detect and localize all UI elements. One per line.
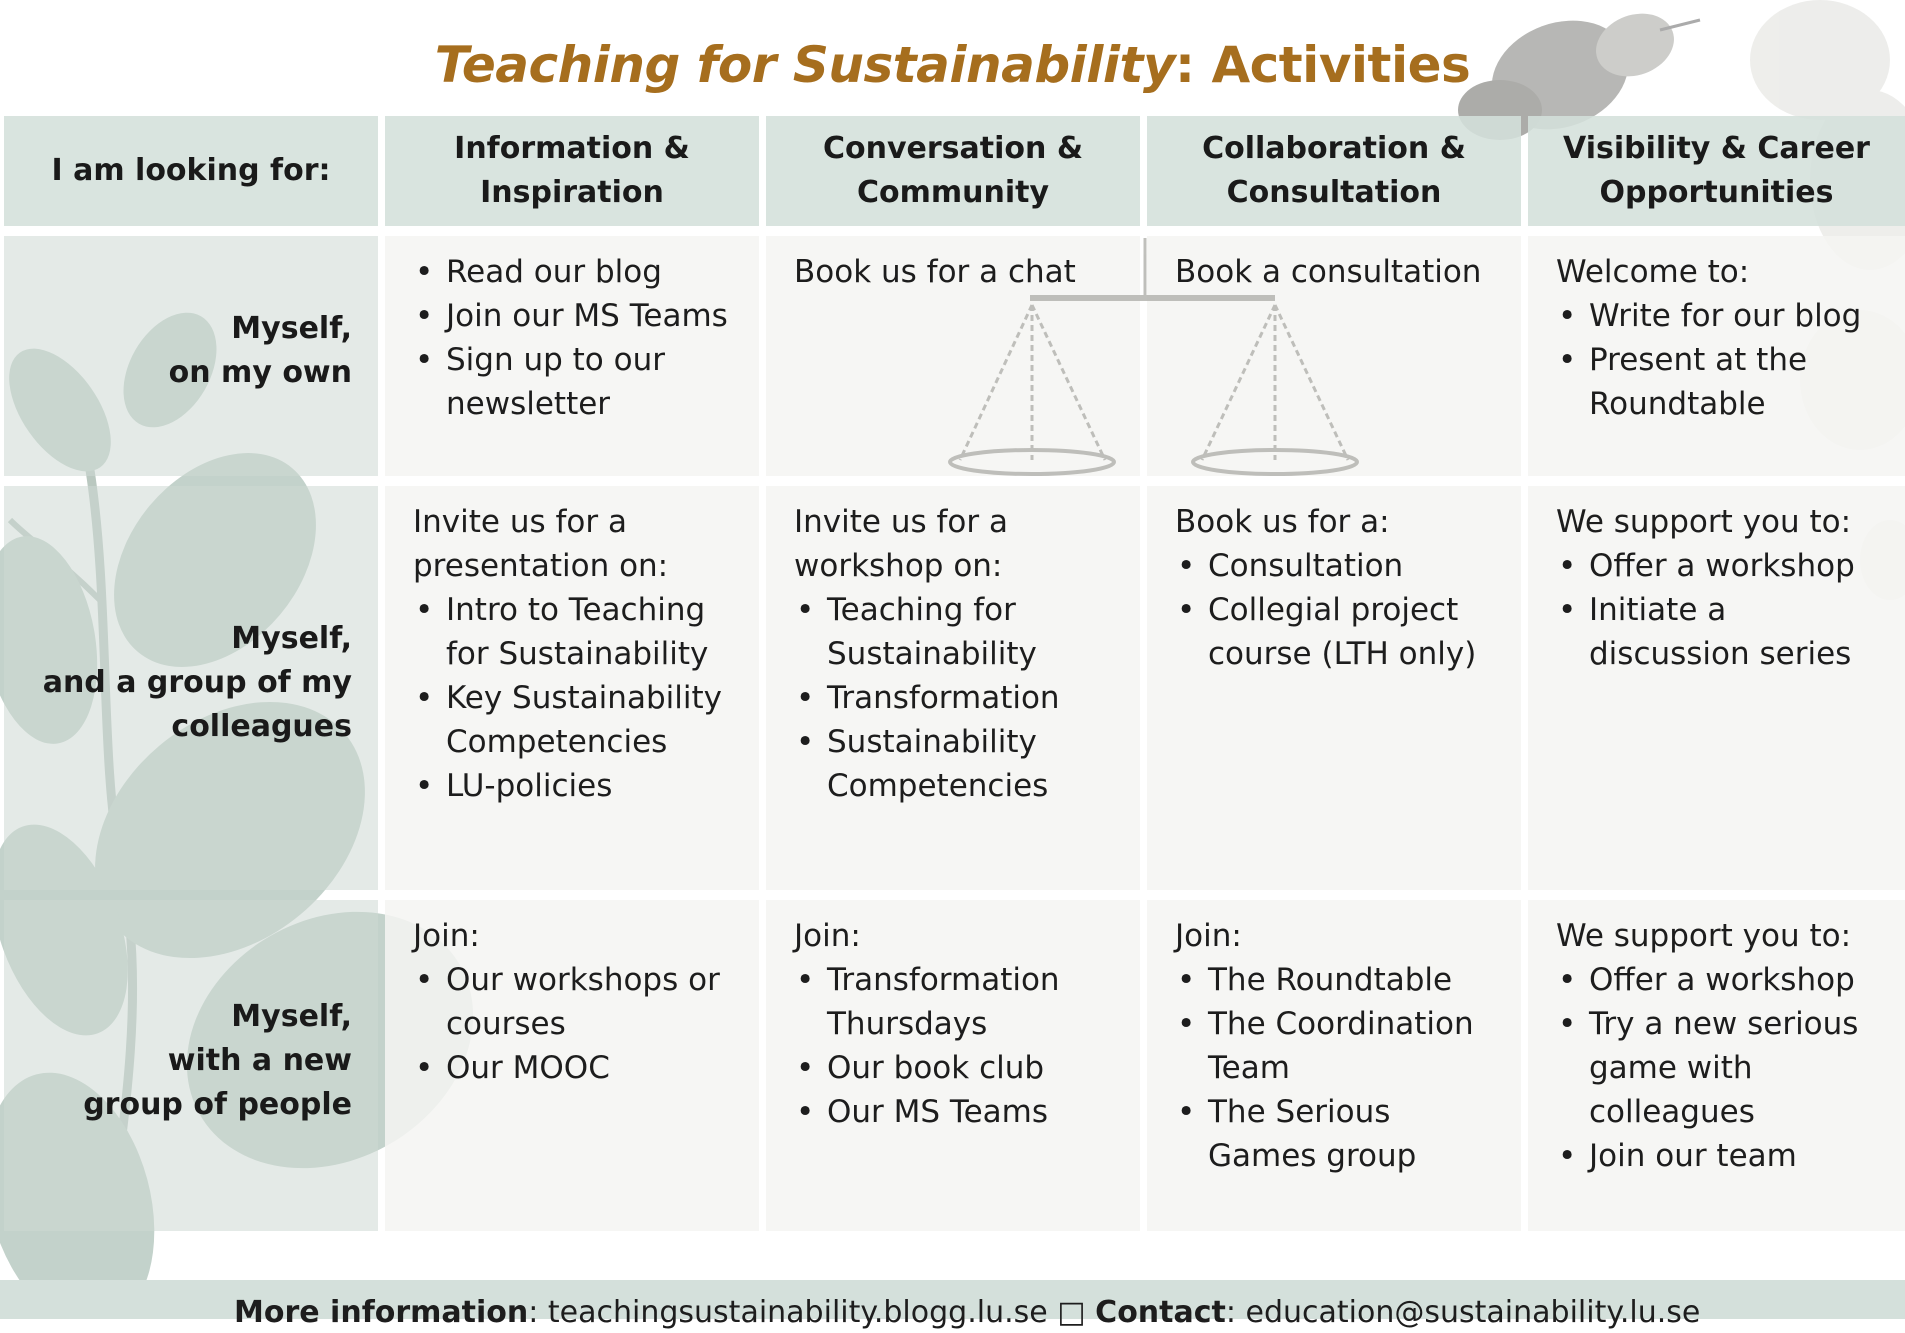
- list-item: • The Serious Games group: [1175, 1090, 1507, 1178]
- list-item: • Consultation: [1175, 544, 1507, 588]
- header-col-4: [1528, 116, 1905, 226]
- row-label-2-line-1: Myself,: [231, 621, 352, 656]
- title-italic: Teaching for Sustainability: [434, 36, 1176, 94]
- list-item: • Key Sustainability Competencies: [413, 676, 745, 764]
- list-item: • Sustainability Competencies: [794, 720, 1126, 808]
- list-item: • Collegial project course (LTH only): [1175, 588, 1507, 676]
- row-label-3-line-1: Myself,: [231, 998, 352, 1034]
- row-label-2-line-3: colleagues: [171, 709, 352, 744]
- header-col-3-line-2: Consultation: [1226, 175, 1442, 210]
- bullet-list: [1556, 544, 1891, 676]
- list-item: • The Coordination Team: [1175, 1002, 1507, 1090]
- cell-intro: Invite us for a: [794, 504, 1008, 540]
- cell-intro: Book a consultation: [1175, 254, 1482, 290]
- cell-r1-c4: [1528, 236, 1905, 476]
- header-col-2-line-2: Community: [856, 175, 1050, 210]
- bullet-list: [1175, 544, 1507, 676]
- list-item: • Offer a workshop: [1556, 544, 1891, 588]
- bullet-list: [1175, 958, 1507, 1178]
- cell-r3-c4: [1528, 900, 1905, 1231]
- header-col-2-line-1: Conversation &: [823, 131, 1083, 166]
- cell-intro: Book us for a:: [1175, 504, 1390, 540]
- header-col-1: [385, 116, 759, 226]
- list-item: • Our MOOC: [413, 1046, 745, 1090]
- bullet-list: [1556, 958, 1891, 1178]
- list-item: • Join our MS Teams: [413, 294, 745, 338]
- cell-intro: Book us for a chat: [794, 254, 1076, 290]
- header-col-2: [766, 116, 1140, 226]
- separator-glyph: □: [1057, 1295, 1086, 1330]
- list-item: • Sign up to our newsletter: [413, 338, 745, 426]
- contact-label: Contact: [1095, 1295, 1226, 1330]
- more-info-label: More information: [234, 1295, 529, 1330]
- list-item: • Intro to Teaching for Sustainability: [413, 588, 745, 676]
- contact-email-link[interactable]: education@sustainability.lu.se: [1245, 1295, 1701, 1330]
- header-col-1-line-2: Inspiration: [480, 175, 664, 210]
- header-col-3: [1147, 116, 1521, 226]
- cell-intro: Welcome to:: [1556, 254, 1750, 290]
- more-info-link[interactable]: teachingsustainability.blogg.lu.se: [547, 1295, 1048, 1330]
- cell-r2-c1: [385, 486, 759, 890]
- list-item: • Initiate a discussion series: [1556, 588, 1891, 676]
- list-item: • Present at the Roundtable: [1556, 338, 1891, 426]
- bullet-list: [413, 250, 745, 426]
- cell-r3-c3: [1147, 900, 1521, 1231]
- list-item: • LU-policies: [413, 764, 745, 808]
- cell-r2-c4: [1528, 486, 1905, 890]
- row-label-1: [4, 236, 378, 476]
- cell-intro: workshop on:: [794, 548, 1003, 584]
- bullet-list: [413, 588, 745, 808]
- list-item: • Offer a workshop: [1556, 958, 1891, 1002]
- row-label-3-line-2: with a new: [167, 1042, 352, 1078]
- cell-intro: Join:: [413, 918, 480, 954]
- list-item: • The Roundtable: [1175, 958, 1507, 1002]
- bullet-list: [1556, 294, 1891, 426]
- header-col-4-line-2: Opportunities: [1599, 175, 1834, 210]
- cell-intro: We support you to:: [1556, 504, 1852, 540]
- cell-intro: We support you to:: [1556, 918, 1852, 954]
- cell-intro: Invite us for a: [413, 504, 627, 540]
- footer-info: More information: teachingsustainability.blogg.lu.se □ Contact: education@sustainability.lu.se: [234, 1295, 1701, 1330]
- row-label-1-line-2: on my own: [168, 355, 352, 390]
- page-title: [0, 36, 1905, 94]
- list-item: • Teaching for Sustainability: [794, 588, 1126, 676]
- list-item: • Transformation Thursdays: [794, 958, 1126, 1046]
- cell-intro: Join:: [794, 918, 861, 954]
- list-item: • Try a new serious game with colleagues: [1556, 1002, 1891, 1134]
- header-col-3-line-1: Collaboration &: [1202, 131, 1466, 166]
- row-label-2-line-2: and a group of my: [42, 665, 352, 700]
- list-item: • Transformation: [794, 676, 1126, 720]
- scale-illustration: [930, 230, 1380, 480]
- row-label-3: [4, 900, 378, 1231]
- bullet-list: [794, 958, 1126, 1134]
- list-item: • Our book club: [794, 1046, 1126, 1090]
- header-col-4-line-1: Visibility & Career: [1563, 131, 1870, 166]
- header-corner: I am looking for:: [4, 116, 378, 226]
- cell-r3-c2: [766, 900, 1140, 1231]
- bullet-list: [794, 588, 1126, 808]
- list-item: • Read our blog: [413, 250, 745, 294]
- row-label-2: [4, 486, 378, 890]
- row-label-1-line-1: Myself,: [231, 311, 352, 346]
- cell-r1-c1: [385, 236, 759, 476]
- cell-r2-c2: [766, 486, 1140, 890]
- header-col-1-line-1: Information &: [454, 131, 690, 166]
- row-label-3-line-3: group of people: [83, 1086, 352, 1122]
- list-item: • Join our team: [1556, 1134, 1891, 1178]
- list-item: • Write for our blog: [1556, 294, 1891, 338]
- cell-intro: presentation on:: [413, 548, 669, 584]
- cell-intro: Join:: [1175, 918, 1242, 954]
- cell-r3-c1: [385, 900, 759, 1231]
- list-item: • Our workshops or courses: [413, 958, 745, 1046]
- list-item: • Our MS Teams: [794, 1090, 1126, 1134]
- bullet-list: [413, 958, 745, 1090]
- title-rest: : Activities: [1175, 36, 1471, 94]
- cell-r2-c3: [1147, 486, 1521, 890]
